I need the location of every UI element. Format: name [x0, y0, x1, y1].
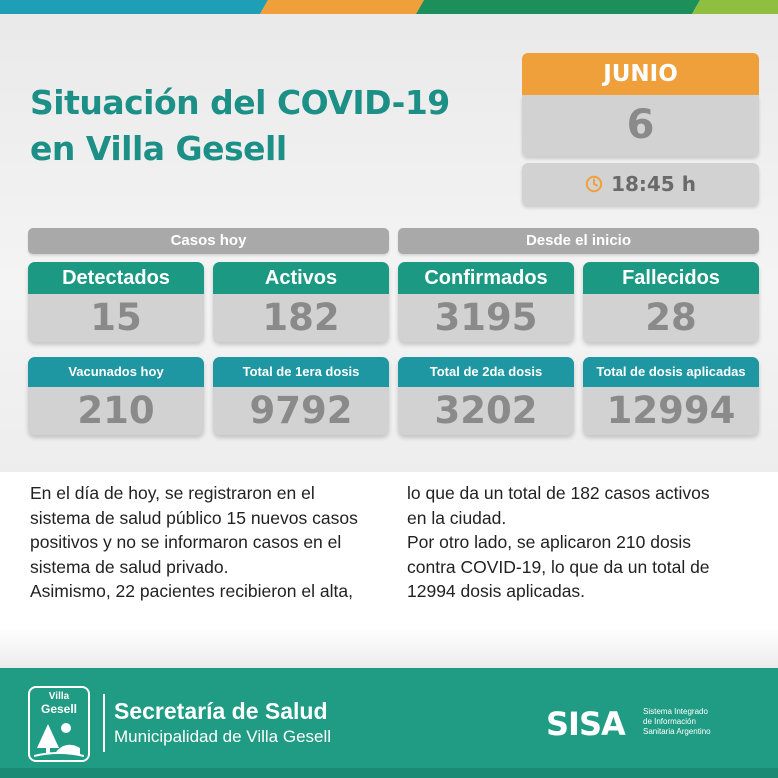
title-line-1: Situación del COVID-19: [30, 83, 450, 122]
text-line: sistema de salud privado.: [30, 556, 229, 577]
section-desde-el-inicio: Desde el inicio: [398, 228, 759, 254]
text-line: Por otro lado, se aplicaron 210 dosis: [407, 532, 692, 553]
footer-title: Secretaría de Salud: [114, 698, 328, 724]
text-line: Asimismo, 22 pacientes recibieron el alta,: [30, 581, 353, 602]
villa-gesell-logo: [28, 686, 90, 762]
card-vacunados-hoy: [28, 357, 204, 435]
top-color-stripes: [0, 0, 778, 14]
pine-trees-icon: [34, 718, 84, 758]
day-badge: 6: [522, 95, 759, 156]
card-primera-dosis: [213, 357, 389, 435]
card-value: 9792: [249, 389, 353, 432]
text-line: en la ciudad.: [407, 507, 507, 528]
card-fallecidos: [583, 262, 759, 342]
card-segunda-dosis: [398, 357, 574, 435]
card-value: 210: [77, 389, 155, 432]
card-value: 3202: [434, 389, 538, 432]
footer-bottom-strip: [0, 768, 778, 778]
card-value: 15: [90, 296, 142, 339]
footer-subtitle: Municipalidad de Villa Gesell: [114, 727, 332, 746]
card-label: Detectados: [28, 262, 204, 294]
time-text: 18:45 h: [611, 172, 696, 196]
text-line: lo que da un total de 182 casos activos: [407, 483, 710, 503]
month-badge: JUNIO: [522, 53, 759, 95]
card-value: 182: [262, 296, 340, 339]
card-label: Total de dosis aplicadas: [583, 357, 759, 387]
text-line: sistema de salud público 15 nuevos casos: [30, 507, 358, 528]
card-value: 28: [645, 296, 697, 339]
sisa-line: de Información: [643, 717, 696, 726]
card-value: 3195: [434, 296, 538, 339]
clock-icon: [585, 175, 603, 193]
title-line-2: en Villa Gesell: [30, 129, 287, 168]
sisa-description: [643, 707, 711, 737]
page-title: [30, 80, 500, 172]
card-label: Total de 2da dosis: [398, 357, 574, 387]
card-label: Activos: [213, 262, 389, 294]
logo-line-1: Villa: [48, 691, 70, 702]
card-dosis-aplicadas: [583, 357, 759, 435]
report-text-right: [407, 481, 752, 604]
text-line: En el día de hoy, se registraron en el: [30, 483, 315, 503]
sisa-line: Sistema Integrado: [643, 707, 708, 716]
text-line: contra COVID-19, lo que da un total de: [407, 556, 710, 577]
sisa-logo: SISA: [546, 705, 625, 743]
footer-divider: [103, 694, 105, 752]
card-value: 12994: [606, 389, 736, 432]
card-activos: [213, 262, 389, 342]
logo-line-2: Gesell: [40, 702, 78, 716]
text-line: positivos y no se informaron casos en el: [30, 532, 342, 553]
card-label: Confirmados: [398, 262, 574, 294]
card-confirmados: [398, 262, 574, 342]
card-detectados: [28, 262, 204, 342]
section-casos-hoy: Casos hoy: [28, 228, 389, 254]
card-label: Vacunados hoy: [28, 357, 204, 387]
card-label: Fallecidos: [583, 262, 759, 294]
card-label: Total de 1era dosis: [213, 357, 389, 387]
divider-band: [0, 628, 778, 668]
text-line: 12994 dosis aplicadas.: [407, 581, 586, 602]
report-text-left: [30, 481, 392, 604]
sisa-line: Sanitaria Argentino: [643, 727, 711, 736]
time-badge: [522, 163, 759, 205]
